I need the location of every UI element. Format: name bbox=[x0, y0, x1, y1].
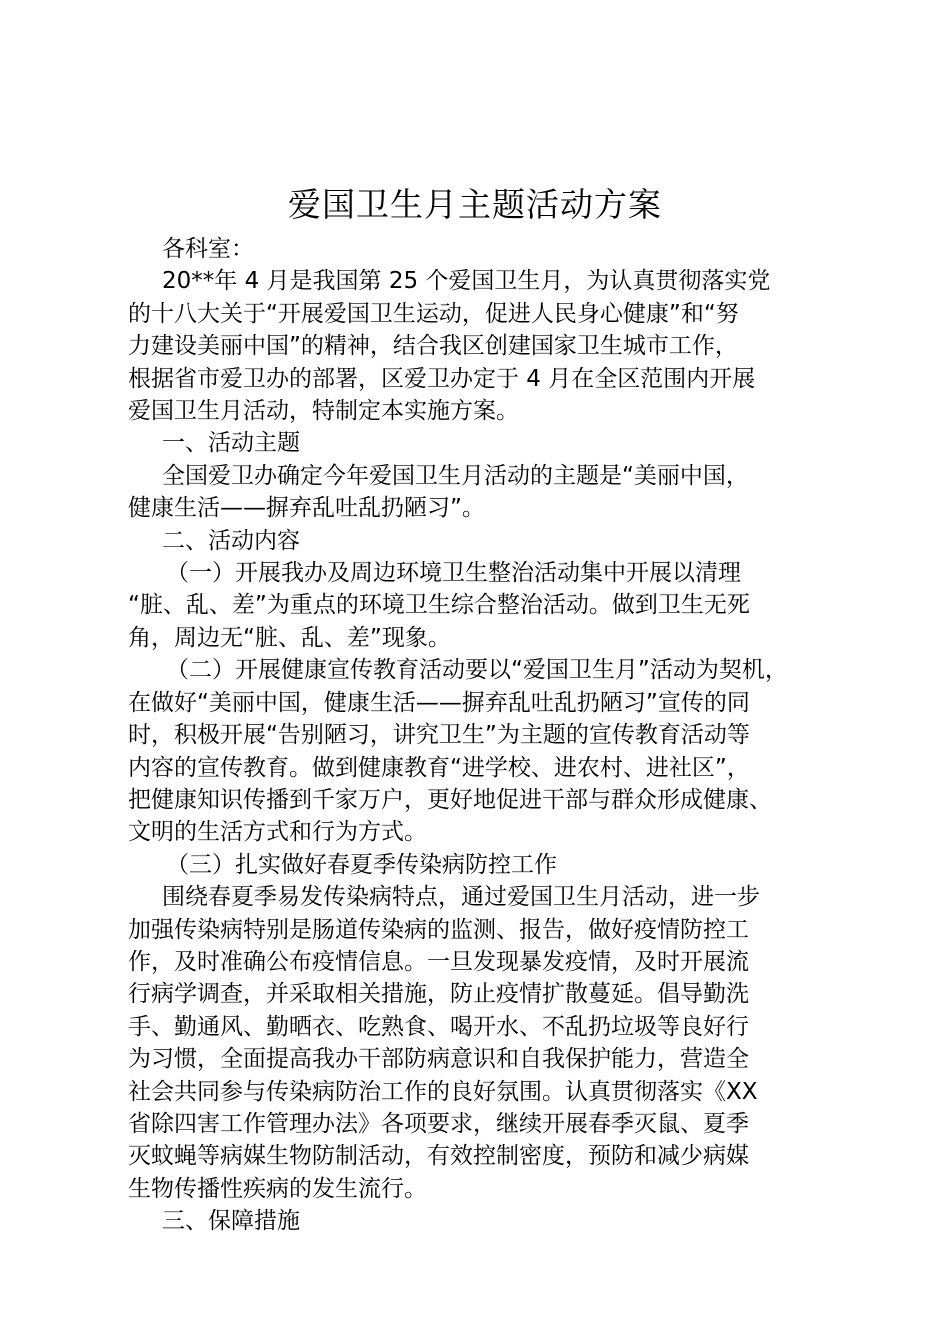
section-heading-safeguards: 三、保障措施 bbox=[162, 1208, 300, 1235]
salutation: 各科室： bbox=[162, 236, 254, 262]
theme-paragraph: 全国爱卫办确定今年爱国卫生月活动的主题是“美丽中国， 健康生活——摒弃乱吐乱扔陋习”。 bbox=[128, 462, 749, 522]
intro-paragraph: 20**年 4 月是我国第 25 个爱国卫生月，为认真贯彻落实党 的十八大关于“开展爱国卫生运动，促进人民身心健康”和“努 力建设美丽中国”的精神，结合我区创建国家卫生城市工作， 根据省市爱卫办的部署，区爱卫办定于 4 月在全区范围内开展 爱国卫生月活动，特制定本实施方案。 bbox=[128, 268, 771, 425]
document-body bbox=[128, 233, 856, 1238]
content-item-3-heading: （三）扎实做好春夏季传染病防控工作 bbox=[166, 851, 557, 878]
document-title: 爱国卫生月主题活动方案 bbox=[288, 185, 662, 224]
section-heading-theme: 一、活动主题 bbox=[162, 430, 300, 457]
content-item-2: （二）开展健康宣传教育活动要以“爱国卫生月”活动为契机， 在做好“美丽中国，健康生活——摒弃乱吐乱扔陋习”宣传的同 时，积极开展“告别陋习，讲究卫生”为主题的宣传教育活动等 内容的宣传教育。做到健康教育“进学校、进农村、进社区”， 把健康知识传播到千家万户，更好地促进干部与群众形成健康、 文明的生活方式和行为方式。 bbox=[128, 657, 788, 846]
content-item-1: （一）开展我办及周边环境卫生整治活动集中开展以清理 “脏、乱、差”为重点的环境卫生综合整治活动。做到卫生无死 角，周边无“脏、乱、差”现象。 bbox=[128, 560, 750, 651]
section-heading-content: 二、活动内容 bbox=[162, 527, 300, 554]
content-item-3-paragraph: 围绕春夏季易发传染病特点，通过爱国卫生月活动，进一步 加强传染病特别是肠道传染病的监测、报告，做好疫情防控工 作，及时准确公布疫情信息。一旦发现暴发疫情，及时开展流 行病学调查，并采取相关措施，防止疫情扩散蔓延。倡导勤洗 手、勤通风、勤晒衣、吃熟食、喝开水、不乱扔垃圾等良好行 为习惯，全面提高我办干部防病意识和自我保护能力，营造全 社会共同参与传染病防治工作的良好氛围。认真贯彻落实《XX 省除四害工作管理办法》各项要求，继续开展春季灭鼠、夏季 灭蚊蝇等病媒生物防制活动，有效控制密度，预防和减少病媒 生物传播性疾病的发生流行。 bbox=[128, 884, 760, 1202]
